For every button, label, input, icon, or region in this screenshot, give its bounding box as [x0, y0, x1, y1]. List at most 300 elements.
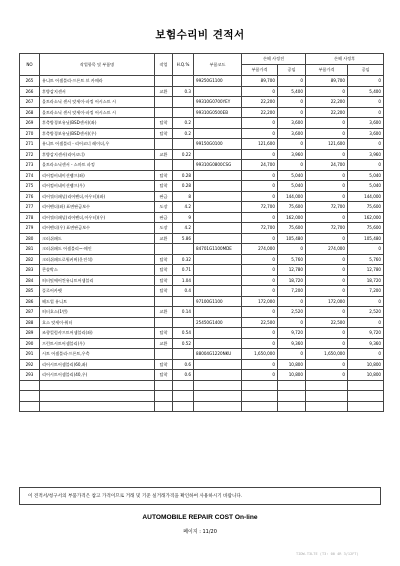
- table-body: [20, 76, 384, 412]
- empty-cell: [348, 380, 384, 391]
- row-no: 281: [20, 244, 40, 255]
- row-part-code: [194, 338, 242, 349]
- row-item: 히터호스(1번): [40, 307, 155, 318]
- table-row: [20, 160, 384, 171]
- row-work: [155, 296, 173, 307]
- row-hq: 0.52: [173, 338, 194, 349]
- row-part-code: 84701G1100MDE: [194, 244, 242, 255]
- row-hq: 0.6: [173, 359, 194, 370]
- row-before-part-price: 22,200: [242, 107, 278, 118]
- row-before-labor: 144,000: [278, 191, 306, 202]
- row-before-labor: 105,480: [278, 233, 306, 244]
- row-no: 268: [20, 107, 40, 118]
- estimate-table: [19, 53, 384, 412]
- row-item: 리어컴비네이션램프(우): [40, 181, 155, 192]
- row-after-part-price: 0: [306, 254, 348, 265]
- row-after-part-price: 0: [306, 128, 348, 139]
- row-after-part-price: 0: [306, 265, 348, 276]
- row-part-code: 99150G0100: [194, 139, 242, 150]
- row-hq: 0.28: [173, 181, 194, 192]
- empty-cell: [20, 401, 40, 412]
- row-before-labor: 75,600: [278, 223, 306, 234]
- print-stamp: TIDW-T3LTE (T3: 00 4R 3/12FT): [296, 552, 359, 556]
- row-part-code: [194, 307, 242, 318]
- row-no: 286: [20, 296, 40, 307]
- row-after-part-price: 0: [306, 170, 348, 181]
- row-no: 288: [20, 317, 40, 328]
- row-after-labor: 105,480: [348, 233, 384, 244]
- row-part-code: [194, 265, 242, 276]
- brand-footer: AUTOMOBILE REPAIR COST On-line: [142, 514, 258, 521]
- row-no: 291: [20, 349, 40, 360]
- row-after-labor: 0: [348, 349, 384, 360]
- empty-cell: [173, 391, 194, 402]
- row-hq: [173, 76, 194, 87]
- row-part-code: 99310G0800CSG: [194, 160, 242, 171]
- row-after-part-price: 274,000: [306, 244, 348, 255]
- row-before-labor: 0: [278, 139, 306, 150]
- header-before-group: 손해 사정전: [242, 54, 306, 65]
- row-after-part-price: 22,200: [306, 107, 348, 118]
- row-no: 275: [20, 181, 40, 192]
- row-after-labor: 0: [348, 97, 384, 108]
- row-hq: [173, 296, 194, 307]
- row-hq: 0.2: [173, 118, 194, 129]
- row-before-part-price: 0: [242, 212, 278, 223]
- row-before-labor: 9,360: [278, 338, 306, 349]
- row-item: 유니트 어셈블리-프론트 브 카메라: [40, 76, 155, 87]
- row-no: 276: [20, 191, 40, 202]
- empty-cell: [40, 401, 155, 412]
- row-after-labor: 5,400: [348, 86, 384, 97]
- row-after-part-price: 1,650,000: [306, 349, 348, 360]
- row-before-labor: 12,780: [278, 265, 306, 276]
- row-after-labor: 18,720: [348, 275, 384, 286]
- table-row: [20, 244, 384, 255]
- row-before-part-price: 0: [242, 149, 278, 160]
- table-row: [20, 212, 384, 223]
- row-after-labor: 0: [348, 107, 384, 118]
- header-item: 작업항목 및 부품명: [40, 54, 155, 76]
- row-after-part-price: 0: [306, 359, 348, 370]
- row-before-part-price: 0: [242, 286, 278, 297]
- empty-cell: [20, 391, 40, 402]
- row-work: [155, 244, 173, 255]
- row-before-part-price: 22,200: [242, 97, 278, 108]
- row-after-part-price: 22,200: [306, 97, 348, 108]
- row-before-labor: 3,600: [278, 128, 306, 139]
- row-before-part-price: 0: [242, 370, 278, 381]
- row-hq: 5.86: [173, 233, 194, 244]
- row-no: 278: [20, 212, 40, 223]
- row-work: 교환: [155, 307, 173, 318]
- table-row: [20, 202, 384, 213]
- row-hq: 4.2: [173, 223, 194, 234]
- row-before-labor: 5,040: [278, 170, 306, 181]
- row-item: 조향컬럼샤프트어셈블리(좌): [40, 328, 155, 339]
- row-work: 도장: [155, 223, 173, 234]
- row-after-labor: 0: [348, 317, 384, 328]
- empty-cell: [173, 380, 194, 391]
- row-hq: 4.2: [173, 202, 194, 213]
- row-after-part-price: 0: [306, 286, 348, 297]
- row-before-part-price: 172,000: [242, 296, 278, 307]
- row-after-part-price: 0: [306, 328, 348, 339]
- empty-cell: [242, 380, 278, 391]
- row-after-part-price: 72,700: [306, 202, 348, 213]
- row-after-part-price: 22,500: [306, 317, 348, 328]
- table-row: [20, 76, 384, 87]
- row-before-labor: 0: [278, 107, 306, 118]
- empty-cell: [278, 391, 306, 402]
- row-work: [155, 349, 173, 360]
- row-work: 탈착: [155, 128, 173, 139]
- row-after-part-price: 172,000: [306, 296, 348, 307]
- row-after-labor: 9,720: [348, 328, 384, 339]
- row-hq: 0.28: [173, 170, 194, 181]
- row-hq: 0.6: [173, 370, 194, 381]
- row-item: 후측방경보유닛(BSD센서)(우): [40, 128, 155, 139]
- row-hq: [173, 349, 194, 360]
- row-before-labor: 18,720: [278, 275, 306, 286]
- row-after-part-price: 0: [306, 338, 348, 349]
- row-part-code: [194, 275, 242, 286]
- row-hq: 0.22: [173, 149, 194, 160]
- row-before-labor: 0: [278, 76, 306, 87]
- row-item: 크러쉬패드로워커버(운전석): [40, 254, 155, 265]
- header-work: 작업: [155, 54, 173, 76]
- row-hq: [173, 244, 194, 255]
- header-after-group: 손해 사정후: [306, 54, 384, 65]
- row-part-code: [194, 202, 242, 213]
- row-after-part-price: 0: [306, 233, 348, 244]
- row-before-labor: 162,000: [278, 212, 306, 223]
- row-item: 크러쉬패드: [40, 233, 155, 244]
- row-before-part-price: 274,000: [242, 244, 278, 255]
- row-before-labor: 5,040: [278, 181, 306, 192]
- header-no: NO: [20, 54, 40, 76]
- row-before-part-price: 0: [242, 170, 278, 181]
- row-before-labor: 7,200: [278, 286, 306, 297]
- table-row: [20, 370, 384, 381]
- row-work: 탈착: [155, 265, 173, 276]
- row-hq: 0.4: [173, 286, 194, 297]
- row-item: 울트라소닉 센서 앗세이-파킹 어시스트 시: [40, 97, 155, 108]
- row-part-code: [194, 191, 242, 202]
- row-after-part-price: 0: [306, 370, 348, 381]
- empty-cell: [194, 401, 242, 412]
- row-item: 리어시트어셈블리(40,우): [40, 370, 155, 381]
- row-before-part-price: 0: [242, 265, 278, 276]
- row-after-part-price: 0: [306, 86, 348, 97]
- table-row: [20, 149, 384, 160]
- row-item: 호스 앗세이-워터: [40, 317, 155, 328]
- empty-cell: [278, 380, 306, 391]
- row-after-part-price: 0: [306, 181, 348, 192]
- row-after-labor: 75,600: [348, 202, 384, 213]
- empty-cell: [194, 391, 242, 402]
- row-hq: 0.2: [173, 128, 194, 139]
- row-before-labor: 10,800: [278, 370, 306, 381]
- table-row: [20, 233, 384, 244]
- row-work: 탈착: [155, 275, 173, 286]
- row-before-part-price: 0: [242, 181, 278, 192]
- row-no: 280: [20, 233, 40, 244]
- row-item: 헤드업 유니트: [40, 296, 155, 307]
- empty-cell: [306, 391, 348, 402]
- row-hq: [173, 160, 194, 171]
- row-no: 285: [20, 286, 40, 297]
- row-work: [155, 139, 173, 150]
- row-before-labor: 2,520: [278, 307, 306, 318]
- row-hq: [173, 317, 194, 328]
- row-after-part-price: 0: [306, 118, 348, 129]
- row-before-labor: 5,400: [278, 86, 306, 97]
- row-after-labor: 3,960: [348, 149, 384, 160]
- row-before-part-price: 0: [242, 338, 278, 349]
- row-work: [155, 317, 173, 328]
- empty-cell: [194, 380, 242, 391]
- row-before-labor: 0: [278, 244, 306, 255]
- row-after-labor: 2,520: [348, 307, 384, 318]
- row-work: 교환: [155, 149, 173, 160]
- row-no: 271: [20, 139, 40, 150]
- row-no: 277: [20, 202, 40, 213]
- empty-row: [20, 391, 384, 402]
- row-before-labor: 0: [278, 97, 306, 108]
- row-before-part-price: 72,700: [242, 202, 278, 213]
- header-before-labor: 공임: [278, 65, 306, 76]
- table-row: [20, 328, 384, 339]
- row-work: 탈착: [155, 254, 173, 265]
- row-part-code: [194, 223, 242, 234]
- row-before-part-price: 0: [242, 233, 278, 244]
- row-after-labor: 0: [348, 139, 384, 150]
- row-no: 282: [20, 254, 40, 265]
- table-row: [20, 170, 384, 181]
- header-part-code: 부품코드: [194, 54, 242, 76]
- row-no: 266: [20, 86, 40, 97]
- row-item: 리어쿼터패널(리어펜더,아우터)(좌): [40, 191, 155, 202]
- row-hq: 0.71: [173, 265, 194, 276]
- empty-cell: [348, 401, 384, 412]
- row-work: 교환: [155, 233, 173, 244]
- table-row: [20, 86, 384, 97]
- table-row: [20, 349, 384, 360]
- row-after-labor: 0: [348, 160, 384, 171]
- row-after-labor: 10,800: [348, 370, 384, 381]
- row-before-part-price: 1,650,000: [242, 349, 278, 360]
- row-after-labor: 0: [348, 244, 384, 255]
- row-part-code: [194, 149, 242, 160]
- row-hq: 0.14: [173, 307, 194, 318]
- row-part-code: [194, 328, 242, 339]
- row-item: 히터및에어컨유니트어셈블리: [40, 275, 155, 286]
- row-before-part-price: 0: [242, 307, 278, 318]
- row-after-part-price: 72,700: [306, 223, 348, 234]
- empty-cell: [40, 391, 155, 402]
- row-no: 270: [20, 128, 40, 139]
- row-part-code: [194, 359, 242, 370]
- table-row: [20, 223, 384, 234]
- row-after-labor: 10,800: [348, 359, 384, 370]
- row-after-labor: 75,600: [348, 223, 384, 234]
- empty-row: [20, 401, 384, 412]
- row-before-labor: 0: [278, 349, 306, 360]
- row-before-part-price: 0: [242, 191, 278, 202]
- row-no: 289: [20, 328, 40, 339]
- row-part-code: [194, 118, 242, 129]
- row-item: 후측방경보유닛(BSD센서)(좌): [40, 118, 155, 129]
- row-item: 울트라소닉센서 - 스마트 파킹: [40, 160, 155, 171]
- row-before-labor: 0: [278, 296, 306, 307]
- row-item: 리어펜더(우) 표면판금보수: [40, 223, 155, 234]
- row-item: 유니트 어셈블리 - 리어코너 레이더,우: [40, 139, 155, 150]
- row-part-code: [194, 128, 242, 139]
- row-no: 290: [20, 338, 40, 349]
- empty-cell: [155, 380, 173, 391]
- table-row: [20, 128, 384, 139]
- row-part-code: 97100G1100: [194, 296, 242, 307]
- row-before-part-price: 22,500: [242, 317, 278, 328]
- row-work: [155, 160, 173, 171]
- empty-cell: [20, 380, 40, 391]
- empty-cell: [173, 401, 194, 412]
- row-hq: 8: [173, 191, 194, 202]
- table-row: [20, 286, 384, 297]
- row-work: 탈착: [155, 286, 173, 297]
- empty-cell: [40, 380, 155, 391]
- row-before-part-price: 0: [242, 359, 278, 370]
- row-work: 탈착: [155, 359, 173, 370]
- row-item: 후방감지센서: [40, 86, 155, 97]
- row-part-code: 99310G0500EB: [194, 107, 242, 118]
- row-work: 탈착: [155, 181, 173, 192]
- header-before-part-price: 부품가격: [242, 65, 278, 76]
- table-row: [20, 118, 384, 129]
- row-after-part-price: 0: [306, 212, 348, 223]
- row-no: 279: [20, 223, 40, 234]
- row-item: 리어시트어셈블리(60,좌): [40, 359, 155, 370]
- row-hq: [173, 107, 194, 118]
- row-no: 273: [20, 160, 40, 171]
- empty-cell: [306, 401, 348, 412]
- row-no: 272: [20, 149, 40, 160]
- row-item: 리어컴비네이션램프(좌): [40, 170, 155, 181]
- row-work: 탈착: [155, 118, 173, 129]
- table-row: [20, 275, 384, 286]
- row-after-labor: 12,780: [348, 265, 384, 276]
- row-no: 293: [20, 370, 40, 381]
- table-row: [20, 307, 384, 318]
- row-hq: [173, 139, 194, 150]
- row-work: 탈착: [155, 370, 173, 381]
- row-item: 콘솔박스: [40, 265, 155, 276]
- empty-cell: [306, 380, 348, 391]
- row-hq: 9: [173, 212, 194, 223]
- table-row: [20, 97, 384, 108]
- row-hq: 0.54: [173, 328, 194, 339]
- row-no: 269: [20, 118, 40, 129]
- row-part-code: [194, 170, 242, 181]
- row-before-labor: 0: [278, 317, 306, 328]
- row-no: 287: [20, 307, 40, 318]
- row-part-code: 99310G0700YEY: [194, 97, 242, 108]
- empty-cell: [242, 391, 278, 402]
- row-work: 탈착: [155, 170, 173, 181]
- row-after-part-price: 121,600: [306, 139, 348, 150]
- row-before-labor: 5,760: [278, 254, 306, 265]
- row-after-labor: 3,600: [348, 118, 384, 129]
- row-hq: 1.04: [173, 275, 194, 286]
- page-number: 페이지 : 11/20: [183, 529, 217, 535]
- row-after-labor: 3,600: [348, 128, 384, 139]
- row-before-labor: 3,600: [278, 118, 306, 129]
- row-item: 시트 어셈블리-프론트,우측: [40, 349, 155, 360]
- row-before-part-price: 0: [242, 86, 278, 97]
- row-hq: 0.3: [173, 86, 194, 97]
- table-row: [20, 139, 384, 150]
- table-row: [20, 181, 384, 192]
- row-after-part-price: 24,700: [306, 160, 348, 171]
- row-part-code: [194, 286, 242, 297]
- row-work: 교환: [155, 338, 173, 349]
- row-item: 울트라소닉 센서 앗세이-파킹 어시스트 시: [40, 107, 155, 118]
- row-before-labor: 9,720: [278, 328, 306, 339]
- row-work: [155, 76, 173, 87]
- row-work: [155, 97, 173, 108]
- row-before-labor: 3,960: [278, 149, 306, 160]
- row-after-labor: 144,000: [348, 191, 384, 202]
- empty-cell: [155, 401, 173, 412]
- row-part-code: 99250G1100: [194, 76, 242, 87]
- row-no: 267: [20, 97, 40, 108]
- row-no: 274: [20, 170, 40, 181]
- row-work: [155, 107, 173, 118]
- row-after-part-price: 0: [306, 275, 348, 286]
- row-no: 265: [20, 76, 40, 87]
- row-before-part-price: 24,700: [242, 160, 278, 171]
- empty-row: [20, 380, 384, 391]
- table-row: [20, 338, 384, 349]
- row-after-labor: 5,760: [348, 254, 384, 265]
- row-before-part-price: 0: [242, 275, 278, 286]
- row-item: 리어펜더(좌) 표면판금보수: [40, 202, 155, 213]
- empty-cell: [155, 391, 173, 402]
- row-after-part-price: 0: [306, 191, 348, 202]
- row-no: 284: [20, 275, 40, 286]
- row-hq: [173, 97, 194, 108]
- table-row: [20, 296, 384, 307]
- row-no: 283: [20, 265, 40, 276]
- row-after-labor: 162,000: [348, 212, 384, 223]
- row-no: 292: [20, 359, 40, 370]
- row-item: 플로어카펫: [40, 286, 155, 297]
- table-row: [20, 107, 384, 118]
- document-title: 보험수리비 견적서: [155, 29, 245, 41]
- row-before-part-price: 0: [242, 328, 278, 339]
- row-item: 후방감지센서(리어코너): [40, 149, 155, 160]
- empty-cell: [242, 401, 278, 412]
- row-before-part-price: 0: [242, 254, 278, 265]
- row-after-labor: 0: [348, 76, 384, 87]
- row-part-code: 88004G1220NKU: [194, 349, 242, 360]
- row-hq: 0.32: [173, 254, 194, 265]
- table-row: [20, 254, 384, 265]
- row-after-labor: 9,360: [348, 338, 384, 349]
- row-after-labor: 0: [348, 296, 384, 307]
- row-work: 판금: [155, 191, 173, 202]
